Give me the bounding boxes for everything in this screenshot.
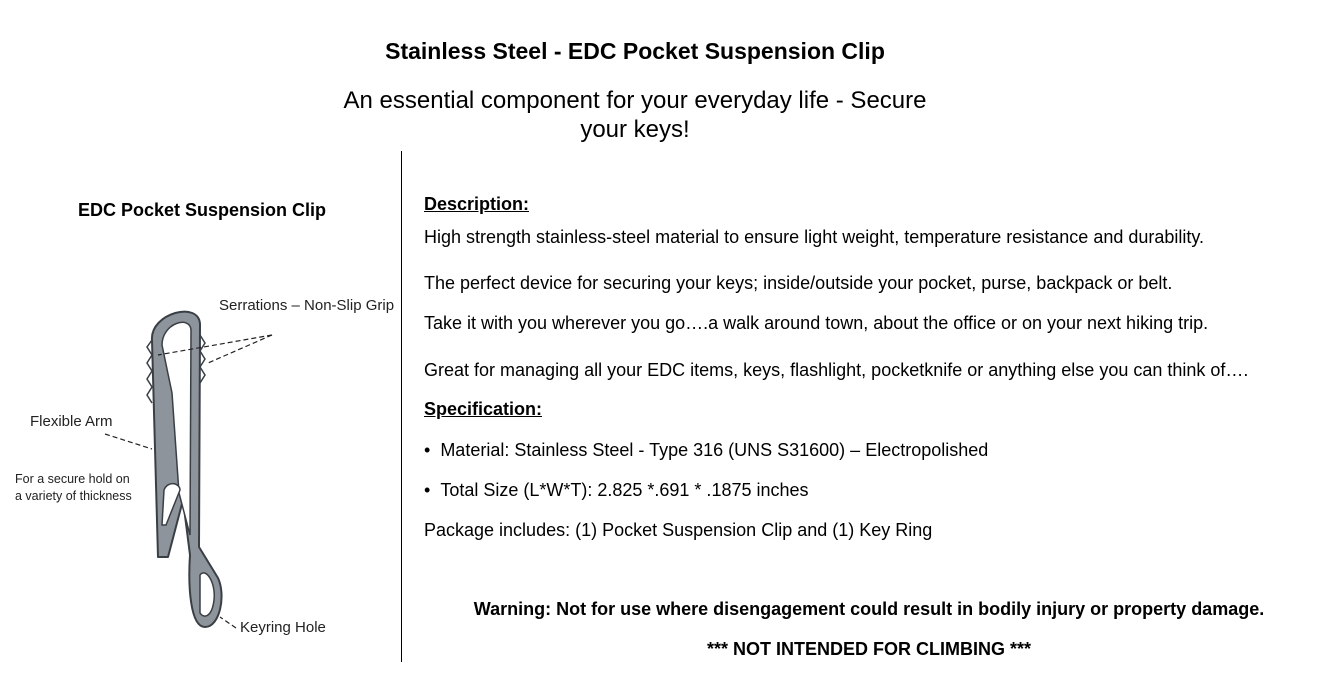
serrations-left: [147, 340, 152, 403]
description-paragraph: Take it with you wherever you go….a walk around town, about the office or on your next hiking trip.: [424, 313, 1209, 333]
specification-heading: Specification:: [424, 399, 543, 419]
description-heading: Description:: [424, 194, 530, 214]
column-divider: [401, 151, 402, 662]
flexible-arm-label: Flexible Arm: [30, 413, 113, 430]
climbing-warning: *** NOT INTENDED FOR CLIMBING ***: [706, 639, 1032, 659]
clip-diagram: [0, 285, 400, 650]
spec-bullet-text: Material: Stainless Steel - Type 316 (UNS S31600) – Electropolished: [440, 440, 989, 460]
secure-hold-label-line2: a variety of thickness: [15, 489, 132, 503]
secure-hold-label-line1: For a secure hold on: [15, 472, 130, 486]
spec-bullet: [424, 480, 809, 501]
spec-bullet-text: Total Size (L*W*T): 2.825 *.691 * .1875 inches: [440, 480, 809, 500]
description-paragraph: The perfect device for securing your keys; inside/outside your pocket, purse, backpack or belt.: [424, 273, 1173, 293]
package-includes: Package includes: (1) Pocket Suspension Clip and (1) Key Ring: [424, 520, 933, 540]
spec-bullet: [424, 440, 988, 461]
warning-text: Warning: Not for use where disengagement could result in bodily injury or property damage.: [473, 599, 1265, 619]
page-subtitle: An essential component for your everyday life - Secure your keys!: [343, 87, 927, 143]
diagram-title: EDC Pocket Suspension Clip: [77, 200, 327, 220]
description-paragraph: High strength stainless-steel material to ensure light weight, temperature resistance and durability.: [424, 227, 1205, 247]
page-title: Stainless Steel - EDC Pocket Suspension Clip: [385, 38, 885, 64]
keyring-hole-label: Keyring Hole: [240, 619, 326, 636]
description-paragraph: Great for managing all your EDC items, keys, flashlight, pocketknife or anything else you can think of….: [424, 360, 1249, 380]
clip-illustration: [147, 312, 222, 627]
serrations-label: Serrations – Non-Slip Grip: [219, 297, 395, 314]
